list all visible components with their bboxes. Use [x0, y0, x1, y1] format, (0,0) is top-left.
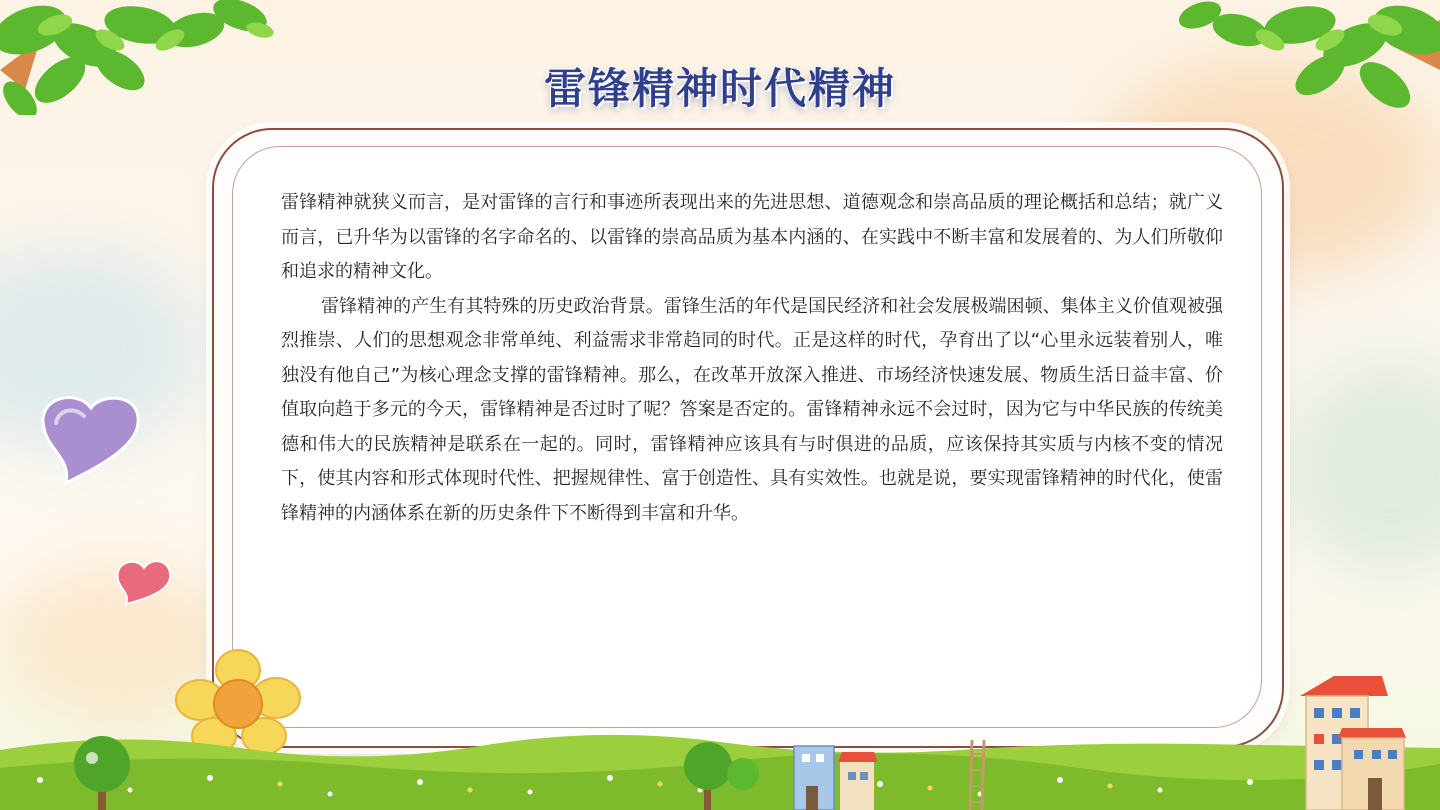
small-tree-icon	[58, 734, 148, 810]
paragraph: 雷锋精神的产生有其特殊的历史政治背景。雷锋生活的年代是国民经济和社会发展极端困顿、集体主义价值观被强烈推崇、人们的思想观念非常单纯、利益需求非常趋同的时代。正是这样的时代，孕育出了以“心里永远装着别人，唯独没有他自己”为核心理念支撑的雷锋精神。那么，在改革开放深入推进、市场经济快速发展、物质生活日益丰富、价值取向趋于多元的今天，雷锋精神是否过时了呢？答案是否定的。雷锋精神永远不会过时，因为它与中华民族的传统美德和伟大的民族精神是联系在一起的。同时，雷锋精神应该具有与时俱进的品质，应该保持其实质与内核不变的情况下，使其内容和形式体现时代性、把握规律性、富于创造性、具有实效性。也就是说，要实现雷锋精神的时代化，使雷锋精神的内涵体系在新的历史条件下不断得到丰富和升华。	[281, 295, 1223, 524]
body-text	[281, 186, 1223, 531]
small-tree-icon	[648, 740, 768, 810]
ladder-icon	[966, 740, 990, 810]
background-wash	[1280, 360, 1440, 580]
purple-heart-icon	[36, 388, 144, 488]
paragraph: 雷锋精神就狭义而言，是对雷锋的言行和事迹所表现出来的先进思想、道德观念和崇高品质的理论概括和总结；就广义而言，已升华为以雷锋的名字命名的、以雷锋的崇高品质为基本内涵的、在实践中不断丰富和发展着的、为人们所敬仰和追求的精神文化。	[281, 192, 1223, 282]
small-house-icon	[790, 740, 880, 810]
pink-heart-icon	[112, 552, 174, 606]
tall-house-icon	[1298, 674, 1410, 810]
page-title: 雷锋精神时代精神	[543, 64, 896, 113]
